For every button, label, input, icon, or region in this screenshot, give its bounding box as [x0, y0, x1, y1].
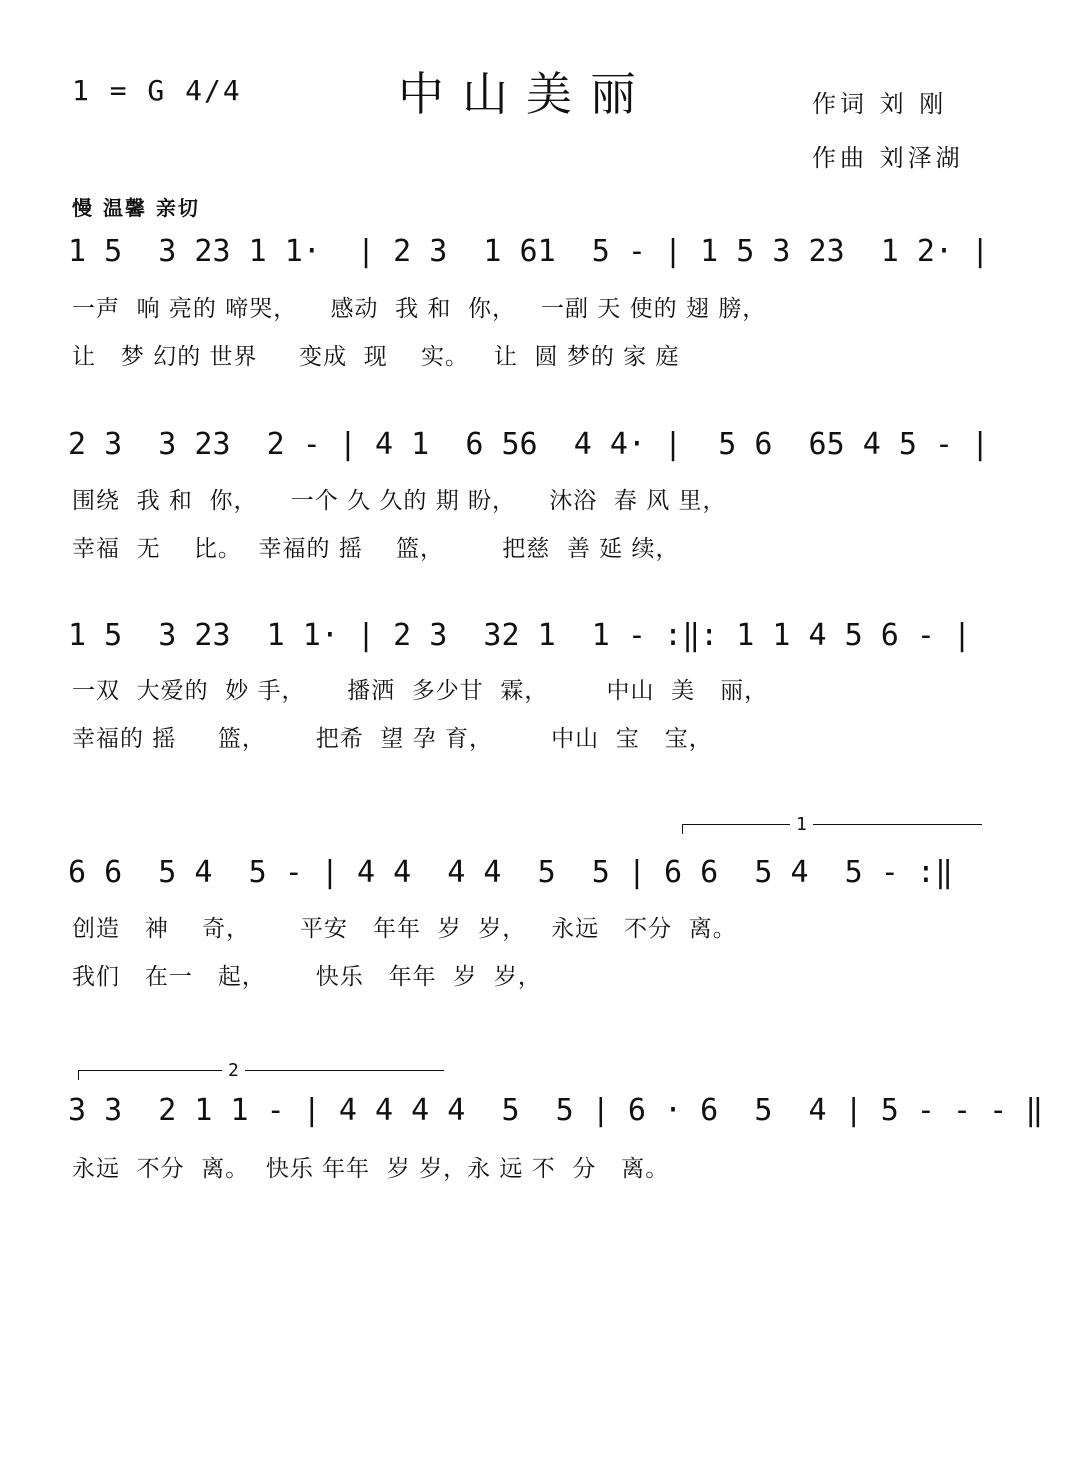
volta-bracket-1-hook — [682, 824, 683, 834]
notation-line-4: 6 6 5 4 5 - | 4 4 4 4 5 5 | 6 6 5 4 5 - :‖ — [68, 855, 954, 890]
volta-number-1: 1 — [790, 814, 813, 835]
lyrics-line-5-verse-1: 永远 不分 离。 快乐 年年 岁 岁，永 远 不 分 离。 — [72, 1156, 670, 1182]
notation-line-1: 1 5 3 23 1 1· | 2 3 1 61 5 - | 1 5 3 23 1 2· | — [68, 234, 990, 269]
notation-line-5: 3 3 2 1 1 - | 4 4 4 4 5 5 | 6 · 6 5 4 | 5 - - - ‖ — [68, 1093, 1044, 1128]
song-title: 中山美丽 — [398, 67, 654, 121]
volta-bracket-2 — [78, 1070, 444, 1071]
lyricist-credit: 作词 刘 刚 — [812, 90, 948, 118]
volta-bracket-1 — [682, 824, 982, 825]
lyrics-line-4-verse-1: 创造 神 奇， 平安 年年 岁 岁， 永远 不分 离。 — [72, 916, 737, 942]
lyrics-line-1-verse-1: 一声 响 亮的 啼哭， 感动 我 和 你， 一副 天 使的 翅 膀， — [72, 296, 767, 322]
lyrics-line-4-verse-2: 我们 在一 起， 快乐 年年 岁 岁， — [72, 964, 542, 990]
tempo-marking: 慢 温馨 亲切 — [72, 196, 200, 220]
lyrics-line-3-verse-1: 一双 大爱的 妙 手， 播洒 多少甘 霖， 中山 美 丽， — [72, 678, 769, 704]
lyrics-line-2-verse-2: 幸福 无 比。 幸福的 摇 篮， 把慈 善 延 续， — [72, 536, 680, 562]
composer-credit: 作曲 刘泽湖 — [812, 144, 964, 172]
lyrics-line-1-verse-2: 让 梦 幻的 世界 变成 现 实。 让 圆 梦的 家 庭 — [72, 344, 680, 370]
key-signature: 1 = G 4/4 — [72, 74, 242, 107]
notation-line-3: 1 5 3 23 1 1· | 2 3 32 1 1 - :‖: 1 1 4 5 6 - | — [68, 618, 972, 653]
volta-number-2: 2 — [222, 1060, 245, 1081]
notation-line-2: 2 3 3 23 2 - | 4 1 6 56 4 4· | 5 6 65 4 5 - | — [68, 427, 990, 462]
lyrics-line-3-verse-2: 幸福的 摇 篮， 把希 望 孕 育， 中山 宝 宝， — [72, 726, 713, 752]
volta-bracket-2-hook — [78, 1070, 79, 1080]
lyrics-line-2-verse-1: 围绕 我 和 你， 一个 久 久的 期 盼， 沐浴 春 风 里， — [72, 488, 727, 514]
